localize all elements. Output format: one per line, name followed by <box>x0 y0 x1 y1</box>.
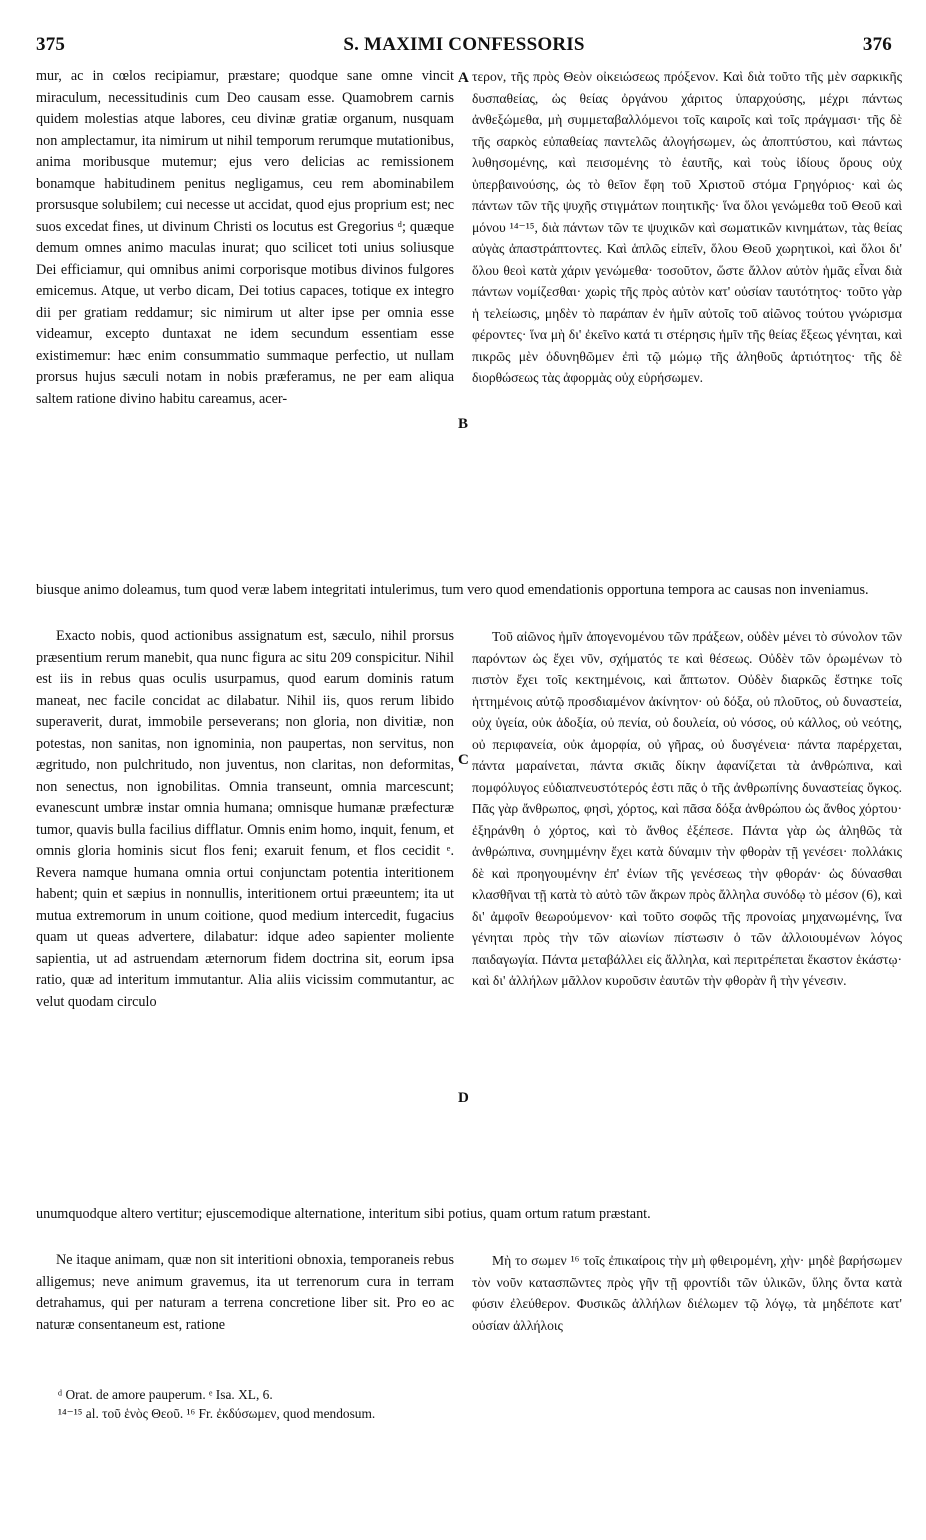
greek-column-section-1 <box>472 66 902 389</box>
page-number-right: 376 <box>862 34 892 55</box>
latin-paragraph-3: Ne itaque animam, quæ non sit interitioni obnoxia, temporaneis rebus alligemus; neve animum gravemus, ita ut terrenorum cura in terram detrahamus, qui per naturam a terrena concretione liber sit. Pro eo ac naturæ consentaneum est, ratione <box>36 1252 454 1333</box>
greek-paragraph-3: Μὴ το σωμεν ¹⁶ τοῖς ἐπικαίροις τὴν μὴ φθειρομένη, χὴν· μηδὲ βαρήσωμεν τὸν νοῦν κατασπῶντες πρὸς γῆν τῇ φροντίδι τῶν ὑλικῶν, ὕλης ὄντα κατὰ φύσιν ἐλεύθερον. Φυσικῶς ἀλλήλων διέλωμεν τῷ λόγῳ, τὰ μηδέποτε κατ' οὐσίαν ἀλλήλοις <box>472 1253 902 1333</box>
page-number-left: 375 <box>36 34 66 55</box>
full-width-continuation-1: biusque animo doleamus, tum quod veræ labem integritati intulerimus, tum vero quod emendationis opportuna tempora ac causas non inveniamus. <box>36 582 869 598</box>
running-header <box>36 34 892 60</box>
greek-paragraph-1: τερον, τῆς πρὸς Θεὸν οἰκειώσεως πρόξενον. Καὶ διὰ τοῦτο τῆς μὲν σαρκικῆς δυσπαθείας, ὡς θείας ὀργάνου χάριτος ὑπαρχούσης, μέχρι πάντως ἀνθεξώμεθα, μὴ συμμεταβαλλόμενοι τοῖς καιροῖς καὶ τοῖς πράγμασι· τῆς δὲ τῆς σαρκὸς εὐπαθείας παντελῶς ἀλογήσωμεν, ὡς ἀποπτύστου, καὶ πάντως λυθησομένης, καὶ πεισομένης τὸ ἑαυτῆς, καὶ τοὺς ἰδίους ὅρους οὐχ ὑπερβαινούσης, ὡς τὸ θεῖον ἔφη τοῦ Χριστοῦ στόμα Γρηγόριος· καὶ ὡς πάντων τῶν τῆς ψυχῆς στιγμάτων ποιητικῆς· ἵνα ὅλοι γενώμεθα τοῦ Θεοῦ καὶ μόνου ¹⁴⁻¹⁵, διὰ πάντων τῶν τε ψυχικῶν καὶ σωματικῶν κινημάτων, τὰς θείας αὐγὰς ἀπαστράπτοντες. Καὶ ἁπλῶς εἰπεῖν, ὅλου Θεοῦ χωρητικοὶ, καὶ ὅλοι δι' ὅλου θεοὶ κατὰ χάριν γενώμεθα· τοσοῦτον, ὥστε ἄλλον αὐτὸν ἡμᾶς εἶναι διὰ πάντων νομίζεσθαι· χωρὶς τῆς πρὸς αὐτὸν κατ' οὐσίαν ταυτότητος· τοῦτο γὰρ ἡ τελείωσις, μηδὲν τὸ παράπαν ἐν ἡμῖν αὐτοῖς τοῦ αἰῶνος τούτου γνώρισμα φέροντες· ἵνα μὴ δι' ἐκεῖνο κατά τι στέρησις ἡμῖν τῆς θείας ἕξεως γένηται, καὶ πικρῶς μὲν ὀδυνηθῶμεν ἐπὶ τῷ μώμῳ τῆς ἀληθοῦς ἀρτιότητος· τῆς δὲ διορθώσεως τὰς ἀφορμὰς οὐχ εὑρήσωμεν. <box>472 69 902 385</box>
latin-column-section-1 <box>36 66 454 410</box>
section-marker-a: A <box>458 70 469 86</box>
section-marker-d: D <box>458 1090 469 1106</box>
running-title: S. MAXIMI CONFESSORIS <box>343 34 585 55</box>
footnote-line-1: ᵈ Orat. de amore pauperum. ᵉ Isa. XL, 6. <box>58 1387 273 1402</box>
greek-column-section-2 <box>472 626 902 992</box>
section-marker-c: C <box>458 752 469 768</box>
section-marker-b: B <box>458 416 469 432</box>
latin-paragraph-1: mur, ac in cœlos recipiamur, præstare; quodque sane omne vincit miraculum, necessitudinis cum Deo causam esse. Quamobrem carnis quidem molestias atque labores, ceu divinæ gratiæ organum, nusquam non amplectamur, ita nimirum ut nihil temporum rerumque mutationibus, anima moribusque mutemur; ejus vero delicias ac remissionem bonamque habitudinem penitus negligamus, ceu rem abominabilem prorsusque solubilem; cui necesse ut accidat, quod ejus proprium est; nec suos excedat fines, ut divinum Christi os locutus est Gregorius ᵈ; quæque demum omnes animo maculas inurat; quo scilicet toti unius soliusque Dei efficiamur, qui omnibus animi corporisque motibus divinos fulgores emicemus. Atque, ut verbo dicam, Dei totius capaces, totique ex integro dii per gratiam reddamur; sic nimirum ut alter ipse per omnia esse videamur, excepto duntaxat ne idem secundum essentiam esse existimemur: hæc enim consummatio summaque perfectio, ut nullam prorsus hujus sæculi notam in nobis præferamus, ne per eam aliqua saltem ratione divino habitu careamus, acer- <box>36 68 454 407</box>
footnotes <box>58 1385 878 1423</box>
latin-column-section-3 <box>36 1250 454 1336</box>
footnote-line-2: ¹⁴⁻¹⁵ al. τοῦ ἑνὸς Θεοῦ. ¹⁶ Fr. ἐκδύσωμεν, quod mendosum. <box>58 1406 376 1421</box>
full-width-continuation-2: unumquodque altero vertitur; ejuscemodique alternatione, interitum sibi potius, quam ortum ratum præstant. <box>36 1206 651 1222</box>
latin-paragraph-2: Exacto nobis, quod actionibus assignatum est, sæculo, nihil prorsus præsentium rerum manebit, qua nunc figura ac situ 209 conspicitur. Nihil est iis in rebus quas oculis usurpamus, quod earum dominis ratum maneat, nec facile concidat ac dilabatur. Nihil iis, quos rerum libido superaverit, durat, immobile perseverans; non gloria, non divitiæ, non potestas, non sanitas, non ignominia, non paupertas, non servitus, non ægritudo, non pulchritudo, non juventus, non claritas, non deformitas, non senectus, non ignobilitas. Omnia transeunt, omnia marcescunt; evanescunt umbræ instar omnia humana; omnisque humanæ præfecturæ tumor, quavis bulla facilius difflatur. Omnis enim homo, inquit, fenum, et omnis gloria hominis sicut flos feni; exaruit fenum, et flos cecidit ᵉ. Revera namque humana omnia ortui conjunctam potentia interitionem habent; quin et sæpius in nonnullis, interitionem ortui præeuntem; ita ut mutua extremorum in unum coitione, quod medium intercedit, fugacius quam ut queas advertere, dilabatur: idque adeo sapienter moliente sapientia, ut ad astruendam æternorum fidem doctrina sit, eorum ipsa ratio, quæ ad interitum immutantur. Alia aliis vicissim commutantur, ac velut quodam circulo <box>36 628 454 1010</box>
latin-column-section-2 <box>36 626 454 1013</box>
greek-column-section-3 <box>472 1250 902 1336</box>
greek-paragraph-2: Τοῦ αἰῶνος ἡμῖν ἀπογενομένου τῶν πράξεων, οὐδὲν μένει τὸ σύνολον τῶν παρόντων ὡς ἔχει νῦν, σχήματός τε καὶ θέσεως. Οὐδὲν τῶν ὁρωμένων τὸ πιστὸν ἔχει τοῖς κεκτημένοις, καὶ ἄπτωτον. Οὐδὲν διαρκῶς ἕστηκε τοῖς ἡττημένοις αὐτῷ προσδιαμένον ἀκίνητον· οὐ δόξα, οὐ πλοῦτος, οὐ δυναστεία, οὐχ ὑγεία, οὐκ ἀδοξία, οὐ πενία, οὐ δουλεία, οὐ νόσος, οὐ κάλλος, οὐ νεότης, οὐ περιφανεία, οὐκ ἀμορφία, οὐ γῆρας, οὐ δυσγένεια· πάντα παρέρχεται, πάντα μαραίνεται, πάντα σκιᾶς δίκην ἀφανίζεται τὰ ἀνθρώπινα, καὶ πομφόλυγος εὐδιαπνευστότερός ἐστι πᾶς ὁ τῆς ἀνθρωπίνης δυναστείας ὄγκος. Πᾶς γὰρ ἄνθρωπος, φησὶ, χόρτος, καὶ πᾶσα δόξα ἀνθρώπου ὡς ἄνθος χόρτου· ἐξηράνθη ὁ χόρτος, καὶ τὸ ἄνθος ἐξέπεσε. Πάντα γὰρ ὡς ἀληθῶς τὰ ἀνθρώπινα, συνημμένην ἔχει κατὰ δύναμιν τὴν φθορὰν τῇ γενέσει· πολλάκις δὲ καὶ προηγουμένην ἐπ' ἐνίων τῆς γενέσεως τὴν φθοράν· ὡς δύνασθαι κλασθῆναι τῇ κατὰ τὸ αὐτὸ τῶν ἄκρων πρὸς ἄλληλα συνόδῳ τὸ μέσον (6), καὶ δι' ἀμφοῖν θεωρούμενον· καὶ τοῦτο σοφῶς τῆς προνοίας μηχανωμένης, ἵνα γένηται πρὸς τὴν τῶν αἰωνίων πίστωσιν ὁ τῶν ἀλλοιουμένων λόγος παιδαγωγία. Πάντα μεταβάλλει εἰς ἄλληλα, καὶ περιτρέπεται ἕκαστον ἑκάστῳ· καὶ δι' ἀλλήλων μᾶλλον κυροῦσιν ἑαυτῶν τὴν φθορὰν ἢ τὴν γένεσιν. <box>472 629 902 988</box>
